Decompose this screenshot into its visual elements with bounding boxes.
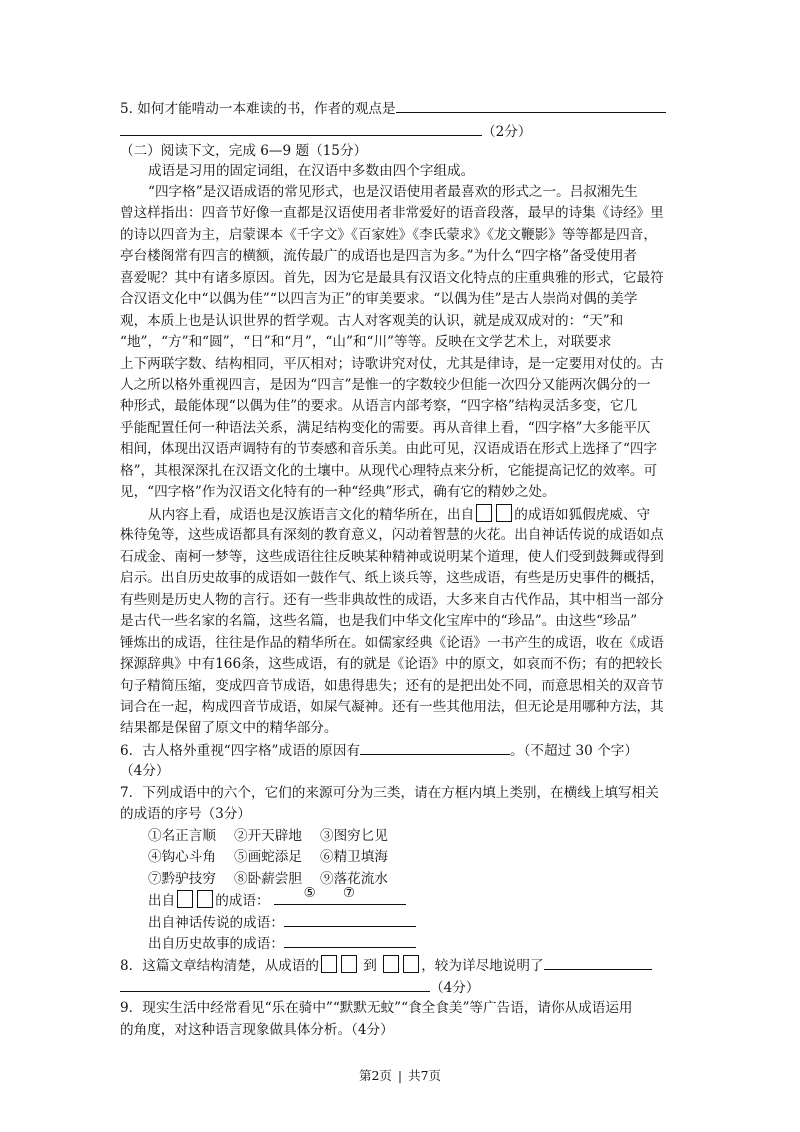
answer-blank[interactable] [120, 121, 482, 136]
passage-line: 的诗以四音为主，启蒙课本《千字文》《百家姓》《李氏蒙求》《龙文鞭影》等等都是四音， [120, 227, 657, 243]
passage-line: 种形式，最能体现“以偶为佳”的要求。从语言内部考察，“四字格”结构灵活多变，它几 [120, 398, 638, 414]
page-number: 第2页 [358, 1068, 392, 1083]
passage-line: 见，“四字格”作为汉语文化特有的一种“经典”形式，确有它的精妙之处。 [120, 484, 556, 500]
blank-box[interactable] [321, 955, 337, 973]
passage-line: 亭台楼阁常有四言的横额，流传最广的成语也是四言为多。”为什么“四字格”备受使用者 [120, 248, 638, 264]
option-item: ⑨落花流水 [320, 871, 388, 887]
option-item: ①名正言顺 [148, 828, 216, 844]
passage-line: “地”，“方”和“圆”，“日”和“月”，“山”和“川”等等。反映在文学艺术上，对联要求 [120, 334, 612, 350]
blank-box[interactable] [403, 955, 419, 973]
passage-line: 结果都是保留了原文中的精华部分。 [120, 720, 338, 736]
option-item: ③图穷匕见 [320, 828, 388, 844]
passage-line: 句子精简压缩，变成四音节成语，如患得患失；还有的是把出处不同，而意思相关的双音节 [120, 678, 664, 694]
blank-box[interactable] [341, 955, 357, 973]
passage-line: 启示。出自历史故事的成语如一鼓作气、纸上谈兵等，这些成语，有些是历史事件的概括， [120, 570, 664, 586]
passage-line: 锤炼出的成语，往往是作品的精华所在。如儒家经典《论语》一书产生的成语，收在《成语 [120, 635, 664, 651]
question-7-cont: 的成语的序号（3分） [120, 806, 251, 822]
fill-line-2: 出自神话传说的成语： [148, 912, 416, 932]
passage-line: 是古代一些名家的名篇，这些名篇，也是我们中华文化宝库中的“珍品”。由这些“珍品” [120, 613, 638, 629]
passage-line: 成语是习用的固定词组，在汉语中多数由四个字组成。 [148, 163, 475, 179]
question-9: 9．现实生活中经常看见“乐在骑中”“默默无蚊”“食全食美”等广告语，请你从成语运用 [120, 1000, 633, 1016]
answer-blank[interactable]: ⑤ ⑦ [274, 890, 406, 905]
answer-blank[interactable] [120, 977, 430, 992]
option-item: ⑤画蛇添足 [234, 849, 302, 865]
option-item: ⑦黔驴技穷 [148, 871, 216, 887]
answer-blank[interactable] [396, 98, 666, 113]
passage-line: 曾这样指出：四音节好像一直都是汉语使用者非常爱好的语音段落，最早的诗集《诗经》里 [120, 205, 664, 221]
question-8: 8．这篇文章结构清楚，从成语的 到 ，较为详尽地说明了 [120, 955, 652, 975]
footer-divider: | [397, 1068, 403, 1083]
passage-line: 从内容上看，成语也是汉族语言文化的精华所在，出自 的成语如狐假虎威、守 [148, 504, 650, 524]
passage-line: 观，本质上也是认识世界的哲学观。古人对客观美的认识，就是成双成对的：“天”和 [120, 313, 624, 329]
option-row [148, 826, 388, 846]
option-item: ⑧卧薪尝胆 [234, 871, 302, 887]
passage-line: 喜爱呢？其中有诸多原因。首先，因为它是最具有汉语文化特点的庄重典雅的形式，它最符 [120, 270, 664, 286]
question-7: 7．下列成语中的六个，它们的来源可分为三类，请在方框内填上类别，在横线上填写相关 [120, 785, 659, 801]
passage-line: 株待兔等，这些成语都具有深刻的教育意义，闪动着智慧的火花。出自神话传说的成语如点 [120, 527, 664, 543]
passage-line: 探源辞典》中有166条，这些成语，有的就是《论语》中的原文，如哀而不伤；有的把较长 [120, 656, 663, 672]
question-8-cont: （4分） [120, 977, 479, 997]
passage-line: 石成金、南柯一梦等，这些成语往往反映某种精神或说明某个道理，使人们受到鼓舞或得到 [120, 549, 664, 565]
passage-line: 合汉语文化中“以偶为佳”“以四言为正”的审美要求。“以偶为佳”是古人崇尚对偶的美学 [120, 291, 638, 307]
passage-line: 词合在一起，构成四音节成语，如屎气凝神。还有一些其他用法，但无论是用哪种方法，其 [120, 699, 664, 715]
answer-blank[interactable] [360, 740, 510, 755]
section-heading: （二）阅读下文，完成 6—9 题（15分） [120, 143, 368, 159]
blank-box[interactable] [197, 890, 213, 908]
passage-line: 乎能配置任何一种语法关系，满足结构变化的需要。再从音律上看，“四字格”大多能平仄 [120, 420, 651, 436]
answer-blank[interactable] [284, 933, 416, 948]
passage-line: 人之所以格外重视四言，是因为“四言”是惟一的字数较少但能一次四分又能两次偶分的一 [120, 377, 651, 393]
passage-line: 相间，体现出汉语声调特有的节奏感和音乐美。由此可见，汉语成语在形式上选择了“四字 [120, 441, 658, 457]
question-9-cont: 的角度，对这种语言现象做具体分析。（4分） [120, 1022, 394, 1038]
question-5: 5. 如何才能啃动一本难读的书，作者的观点是 [120, 98, 666, 118]
option-item: ②开天辟地 [234, 828, 302, 844]
passage-line: 格”，其根深深扎在汉语文化的土壤中。从现代心理特点来分析，它能提高记忆的效率。可 [120, 463, 658, 479]
page-footer [0, 1066, 800, 1084]
passage-line: 上下两联字数、结构相同，平仄相对；诗歌讲究对仗，尤其是律诗，是一定要用对仗的。古 [120, 356, 664, 372]
passage-line: 有些则是历史人物的言行。还有一些非典故性的成语，大多来自古代作品，其中相当一部分 [120, 592, 664, 608]
option-row [148, 847, 388, 867]
question-6: 6．古人格外重视“四字格”成语的原因有 。（不超过 30 个字） [120, 740, 638, 760]
answer-blank[interactable] [284, 912, 416, 927]
question-5-cont: （2分） [120, 121, 531, 141]
option-item: ⑥精卫填海 [320, 849, 388, 865]
question-6-score: （4分） [120, 763, 170, 779]
blank-box[interactable] [383, 955, 399, 973]
option-item: ④钩心斗角 [148, 849, 216, 865]
answer-blank[interactable] [544, 955, 652, 970]
fill-line-3: 出自历史故事的成语： [148, 933, 416, 953]
blank-box[interactable] [476, 504, 492, 522]
page-total: 共7页 [408, 1068, 442, 1083]
blank-box[interactable] [496, 504, 512, 522]
blank-box[interactable] [177, 890, 193, 908]
passage-line: “四字格”是汉语成语的常见形式，也是汉语使用者最喜欢的形式之一。吕叔湘先生 [148, 184, 638, 200]
fill-line-1: 出自 的成语： ⑤ ⑦ [148, 890, 406, 910]
